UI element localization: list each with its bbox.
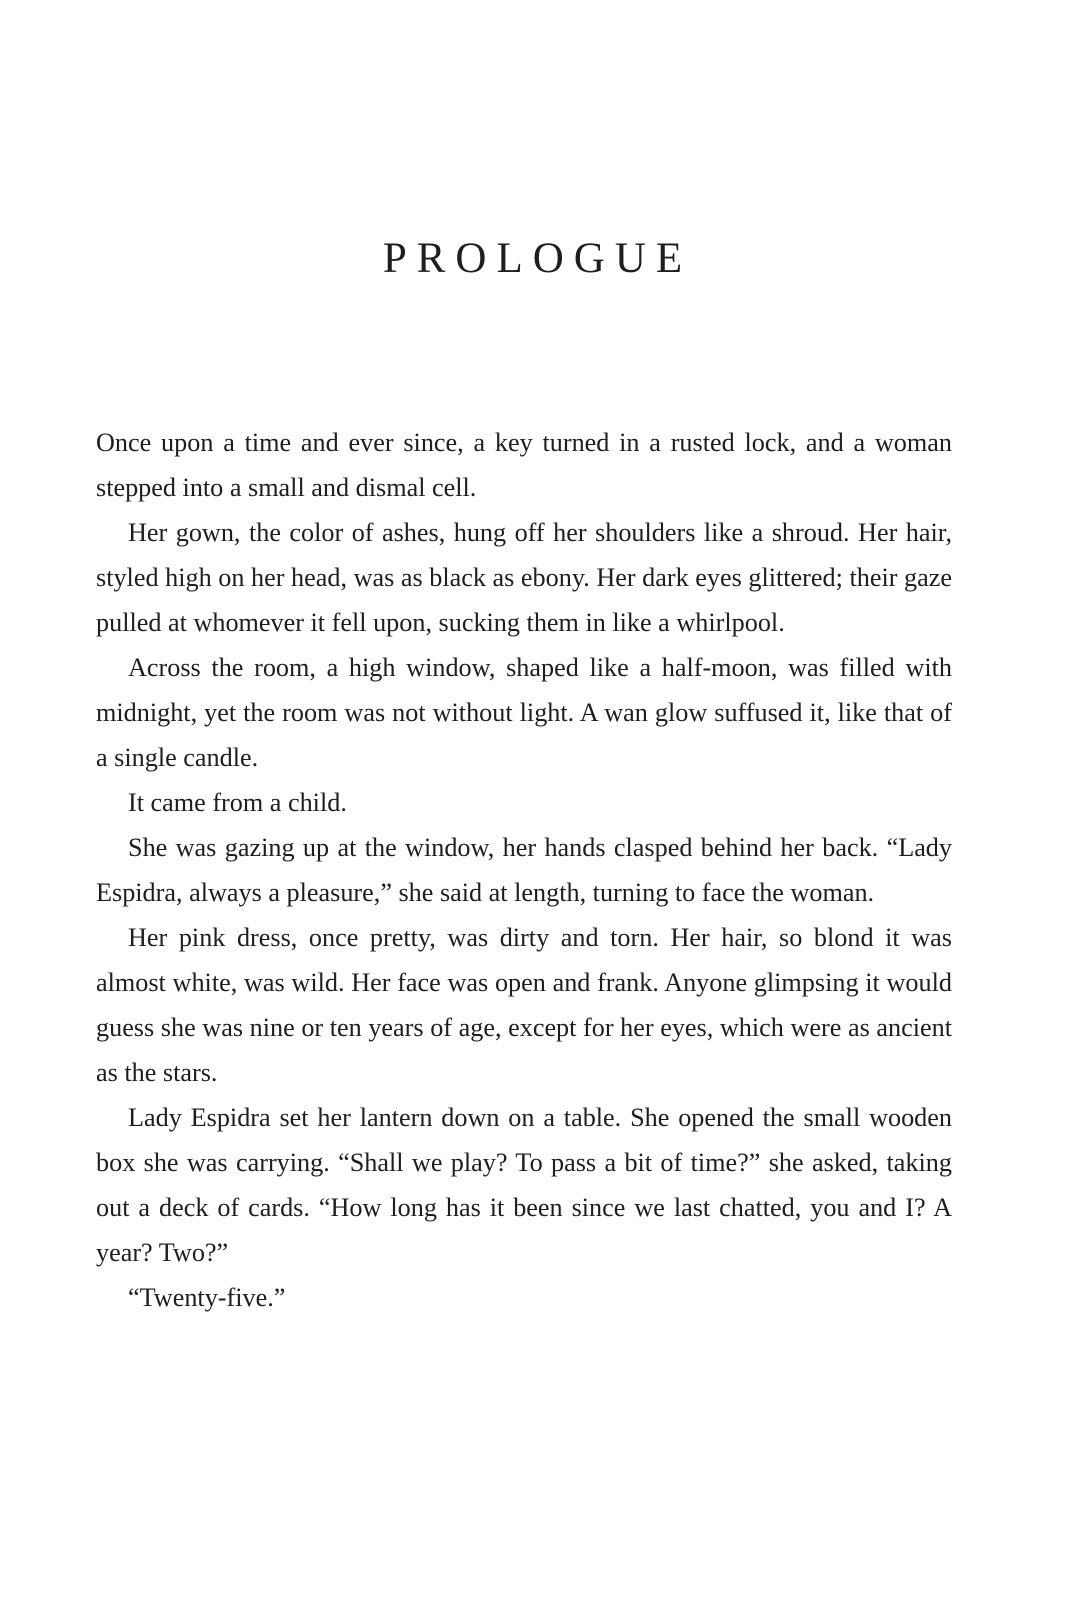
paragraph: “Twenty-five.” [128, 1283, 286, 1312]
paragraph: Across the room, a high window, shaped like a half-moon, was filled with midnight, yet the room was not without light. A wan glow suffused it, like that of a single candle. [96, 653, 952, 772]
paragraph: Once upon a time and ever since, a key turned in a rusted lock, and a woman stepped into a small and dismal cell. [96, 428, 952, 502]
paragraph: Her gown, the color of ashes, hung off her shoulders like a shroud. Her hair, styled high on her head, was as black as ebony. Her dark eyes glittered; their gaze pulled at whomever it fell upon, sucking them in like a whirlpool. [96, 518, 952, 637]
paragraph: She was gazing up at the window, her hands clasped behind her back. “Lady Espidra, always a pleasure,” she said at length, turning to face the woman. [96, 833, 952, 907]
paragraph: Her pink dress, once pretty, was dirty and torn. Her hair, so blond it was almost white, was wild. Her face was open and frank. Anyone glimpsing it would guess she was nine or ten years of age, except for her eyes, which were as ancient as the stars. [96, 923, 952, 1087]
paragraph: Lady Espidra set her lantern down on a table. She opened the small wooden box she was carrying. “Shall we play? To pass a bit of time?” she asked, taking out a deck of cards. “How long has it been since we last chatted, you and I? A year? Two?” [96, 1103, 952, 1267]
chapter-title: PROLOGUE [382, 235, 693, 282]
paragraph: It came from a child. [128, 788, 347, 817]
chapter-body [96, 420, 952, 1320]
